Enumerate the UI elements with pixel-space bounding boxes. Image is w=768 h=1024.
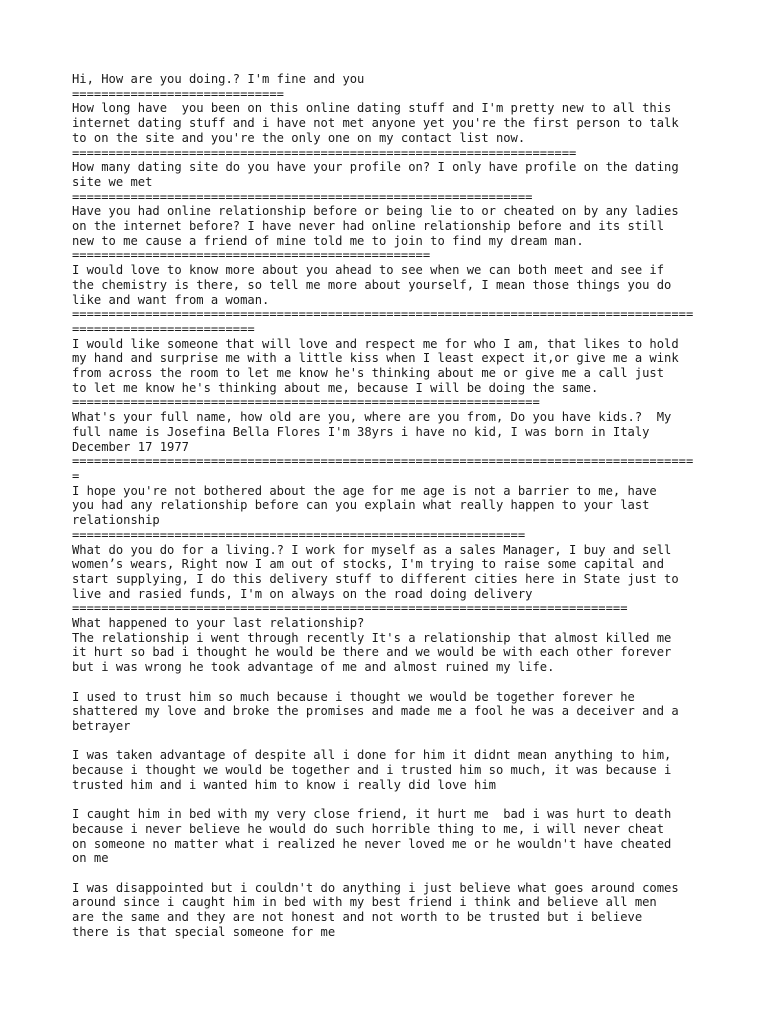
text-line: I would love to know more about you ahead to see when we can both meet and see if [72,263,665,278]
text-line: site we met [72,174,153,189]
text-line: The relationship i went through recently It's a relationship that almost killed me [72,630,672,645]
text-line: on the internet before? I have never had online relationship before and its still [72,219,665,234]
text-line: start supplying, I do this delivery stuff to different cities here in State just to [72,571,679,586]
text-line: Hi, How are you doing.? I'm fine and you [72,72,365,86]
blank-line [72,675,702,690]
text-line: internet dating stuff and i have not met anyone yet you're the first person to talk [72,116,679,131]
separator-line: ================================================= [72,248,431,263]
text-line: I was taken advantage of despite all i done for him it didnt mean anything to him, [72,748,672,763]
text-line: I hope you're not bothered about the age for me age is not a barrier to me, have [72,483,657,498]
text-line: What's your full name, how old are you, where are you from, Do you have kids.? My [72,410,672,425]
text-line: but i was wrong he took advantage of me and almost ruined my life. [72,660,555,675]
separator-line: ========================= [72,321,255,336]
text-line: are the same and they are not honest and not worth to be trusted but i believe [72,910,643,925]
text-line: full name is Josefina Bella Flores I'm 38yrs i have no kid, I was born in Italy [72,424,650,439]
text-line: shattered my love and broke the promises and made me a fool he was a deceiver and a [72,704,679,719]
separator-line: = [72,468,80,483]
blank-line [72,866,702,881]
separator-line: ===================================================================================== [72,454,694,469]
text-line: I would like someone that will love and respect me for who I am, that likes to hold [72,336,679,351]
text-line: because i never believe he would do such horrible thing to me, i will never cheat [72,821,665,836]
text-line: What happened to your last relationship? [72,616,365,631]
separator-line: ===================================================================== [72,145,577,160]
text-line: relationship [72,513,160,528]
text-line: live and rasied funds, I'm on always on the road doing delivery [72,586,533,601]
separator-line: =============================================================== [72,189,533,204]
separator-line: ============================= [72,86,284,101]
text-line: I used to trust him so much because i thought we would be together forever he [72,689,635,704]
text-line: around since i caught him in bed with my best friend i think and believe all men [72,895,657,910]
text-line: there is that special someone for me [72,924,336,939]
text-line: December 17 1977 [72,439,189,454]
text-line: to let me know he's thinking about me, because I will be doing the same. [72,380,599,395]
text-line: new to me cause a friend of mine told me to join to find my dream man. [72,233,584,248]
text-line: like and want from a woman. [72,292,270,307]
text-line: trusted him and i wanted him to know i really did love him [72,777,496,792]
text-line: on me [72,851,109,866]
separator-line: ============================================================================ [72,601,628,616]
document-page [72,72,702,939]
text-line: on someone no matter what i realized he never loved me or he wouldn't have cheated [72,836,672,851]
text-line: What do you do for a living.? I work for myself as a sales Manager, I buy and sell [72,542,672,557]
text-line: the chemistry is there, so tell me more about yourself, I mean those things you do [72,277,672,292]
text-line: I was disappointed but i couldn't do anything i just believe what goes around comes [72,880,679,895]
separator-line: ================================================================ [72,395,540,410]
blank-line [72,792,702,807]
separator-line: ============================================================== [72,527,526,542]
text-line: you had any relationship before can you explain what really happen to your last [72,498,650,513]
separator-line: ===================================================================================== [72,307,694,322]
text-line: betrayer [72,718,131,733]
text-line: How many dating site do you have your profile on? I only have profile on the dating [72,160,679,175]
text-line: because i thought we would be together and i trusted him so much, it was because i [72,763,672,778]
text-line: How long have you been on this online dating stuff and I'm pretty new to all this [72,101,672,116]
text-line: Have you had online relationship before or being lie to or cheated on by any ladies [72,204,679,219]
text-line: I caught him in bed with my very close friend, it hurt me bad i was hurt to death [72,807,672,822]
text-line: from across the room to let me know he's thinking about me or give me a call just [72,366,665,381]
text-line: my hand and surprise me with a little kiss when I least expect it,or give me a wink [72,351,679,366]
text-line: it hurt so bad i thought he would be there and we would be with each other forever [72,645,672,660]
blank-line [72,734,702,749]
text-line: to on the site and you're the only one on my contact list now. [72,130,526,145]
text-line: women’s wears, Right now I am out of stocks, I'm trying to raise some capital and [72,557,665,572]
